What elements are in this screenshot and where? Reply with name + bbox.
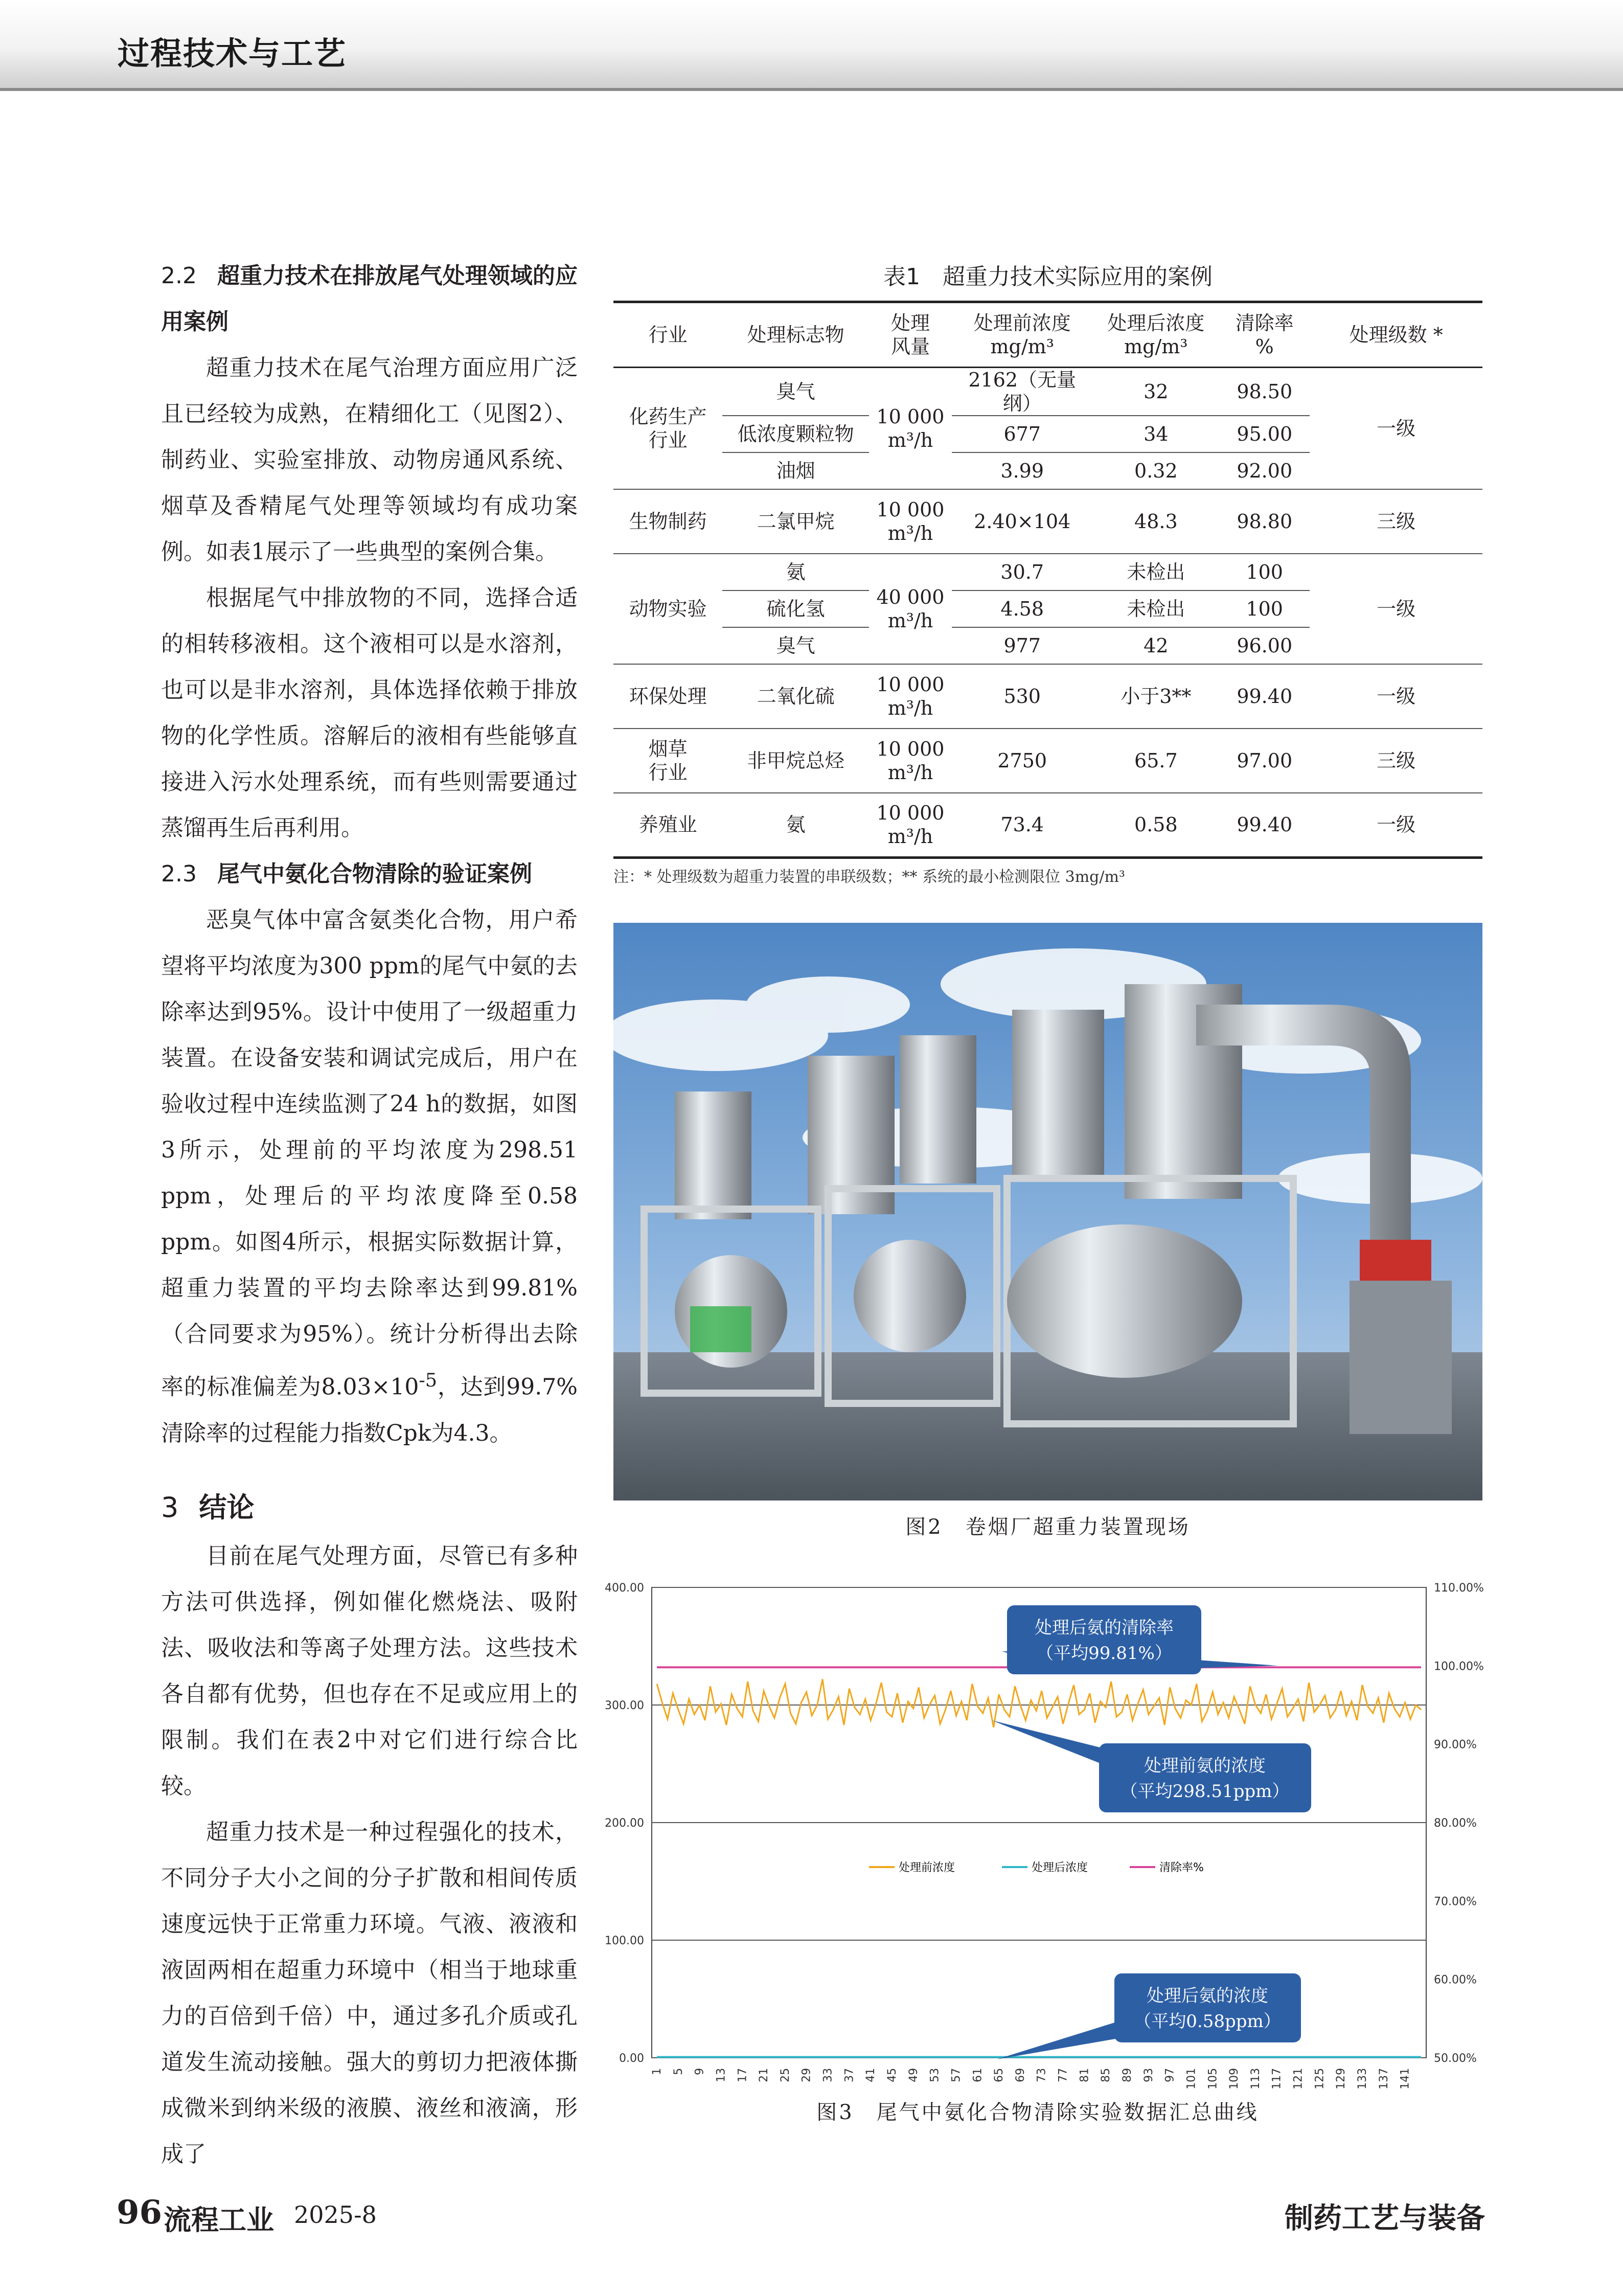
x-tick-label: 77 — [1057, 2068, 1070, 2082]
x-axis-ticks — [651, 2068, 1412, 2089]
cell-rate: 97.00 — [1219, 729, 1310, 793]
cell-marker: 油烟 — [722, 452, 869, 489]
cell-industry — [613, 368, 722, 490]
paragraph: 超重力技术是一种过程强化的技术，不同分子大小之间的分子扩散和相间传质速度远快于正常重力环境。气液、液液和液固两相在超重力环境中（相当于地球重力的百倍到千倍）中，通过多孔介质或孔道发生流动接触。强大的剪切力把液体撕成微米到纳米级的液膜、液丝和液滴，形成了 — [161, 1818, 578, 2167]
x-tick-label: 13 — [715, 2068, 728, 2082]
table-1 — [613, 301, 1482, 859]
cell-marker: 非甲烷总烃 — [722, 729, 869, 793]
page-number: 96 — [117, 2193, 163, 2232]
cell-rate: 95.00 — [1219, 416, 1310, 452]
cell-before: 2162（无量纲） — [952, 368, 1093, 416]
header-line: mg/m³ — [1124, 335, 1188, 358]
cell-after: 未检出 — [1093, 590, 1220, 627]
cell-before: 2.40×104 — [952, 489, 1093, 554]
x-tick-label: 41 — [864, 2068, 878, 2082]
table-caption: 表1 超重力技术实际应用的案例 — [883, 264, 1213, 290]
table-row — [613, 664, 1482, 729]
cell-line: m³/h — [887, 761, 933, 784]
cell-marker: 硫化氢 — [722, 590, 869, 627]
left-column — [161, 253, 578, 2177]
header-line: 风量 — [890, 335, 930, 358]
figure-3-caption: 图3 尾气中氨化合物清除实验数据汇总曲线 — [816, 2101, 1259, 2124]
cell-after: 48.3 — [1093, 489, 1220, 554]
cell-before: 4.58 — [952, 590, 1093, 627]
cell-line: m³/h — [887, 825, 933, 848]
section-2-3-heading — [161, 851, 578, 897]
cell-line: 40 000 — [876, 586, 945, 608]
x-tick-label: 81 — [1078, 2068, 1091, 2082]
header-line: mg/m³ — [990, 335, 1054, 358]
section-2-2-heading — [161, 253, 578, 345]
col-header-flow — [869, 302, 952, 368]
callout-text: 处理前氨的浓度 — [1144, 1756, 1266, 1776]
cell-industry: 养殖业 — [613, 793, 722, 857]
paragraph-text: 恶臭气体中富含氨类化合物，用户希望将平均浓度为300 ppm的尾气中氨的去除率达到95%。设计中使用了一级超重力装置。在设备安装和调试完成后，用户在验收过程中连续监测了24 h的数据，如图3所示，处理前的平均浓度为298.51 ppm，处理后的平均浓度降至0.58 ppm。如图4所示，根据实际数据计算，超重力装置的平均去除率达到99.81%（合同要求为95%）。统计分析得出去除率的标准偏差为8.03×10 — [161, 907, 578, 1400]
cell-marker: 低浓度颗粒物 — [722, 416, 869, 452]
col-header-marker: 处理标志物 — [722, 302, 869, 368]
header-band — [0, 0, 1623, 91]
header-line: 处理后浓度 — [1107, 312, 1205, 334]
section-title: 结论 — [199, 1491, 255, 1524]
cell-line: m³/h — [887, 697, 933, 719]
ammonia-chart — [603, 1575, 1484, 2091]
superscript: -5 — [419, 1369, 438, 1391]
table-row — [613, 368, 1482, 416]
x-tick-label: 9 — [693, 2068, 706, 2075]
cell-after: 0.58 — [1093, 793, 1220, 857]
x-tick-label: 21 — [758, 2068, 771, 2082]
legend-label-before: 处理前浓度 — [899, 1861, 955, 1874]
callout-text: （平均298.51ppm） — [1120, 1781, 1290, 1802]
left-tick-label: 200.00 — [605, 1817, 644, 1830]
cell-line: 10 000 — [876, 802, 945, 825]
cell-line: 10 000 — [876, 738, 945, 760]
section-title: 超重力技术在排放尾气处理领域的应用案例 — [161, 263, 578, 335]
callout-box — [1114, 1973, 1301, 2042]
cell-marker: 二氯甲烷 — [722, 489, 869, 554]
cell-flow — [869, 554, 952, 664]
cell-before: 73.4 — [952, 793, 1093, 857]
x-tick-label: 113 — [1249, 2068, 1262, 2089]
left-tick-label: 400.00 — [605, 1582, 644, 1595]
cell-stages: 三级 — [1310, 489, 1482, 554]
x-tick-label: 121 — [1292, 2068, 1305, 2089]
cell-line: 10 000 — [876, 673, 945, 696]
cell-marker: 氨 — [722, 793, 869, 857]
x-tick-label: 85 — [1100, 2068, 1113, 2082]
journal-name: 流程工业 — [164, 2203, 274, 2236]
cell-industry: 生物制药 — [613, 489, 722, 554]
col-header-industry: 行业 — [613, 302, 722, 368]
callout-pointer — [992, 1720, 1114, 1769]
section-number: 2.3 — [161, 861, 197, 887]
callout-text: （平均99.81%） — [1036, 1643, 1172, 1664]
left-tick-label: 100.00 — [605, 1935, 644, 1947]
x-tick-label: 109 — [1228, 2068, 1241, 2089]
left-tick-label: 0.00 — [619, 2052, 644, 2065]
cell-stages: 一级 — [1310, 664, 1482, 729]
cell-after: 未检出 — [1093, 554, 1220, 590]
figure-2-caption: 图2 卷烟厂超重力装置现场 — [905, 1515, 1191, 1539]
cell-before: 30.7 — [952, 554, 1093, 590]
right-tick-label: 110.00% — [1434, 1582, 1484, 1595]
x-tick-label: 45 — [886, 2068, 899, 2082]
cell-after: 小于3** — [1093, 664, 1220, 729]
cell-line: 10 000 — [876, 498, 945, 521]
x-tick-label: 89 — [1121, 2068, 1134, 2082]
col-header-before — [952, 302, 1093, 368]
cell-line: m³/h — [887, 429, 933, 451]
x-tick-label: 29 — [800, 2068, 813, 2082]
x-tick-label: 49 — [907, 2068, 920, 2082]
table-row — [613, 554, 1482, 590]
x-tick-label: 117 — [1270, 2068, 1284, 2089]
cell-rate: 96.00 — [1219, 627, 1310, 664]
cell-line: 化药生产 — [629, 405, 707, 428]
cell-flow — [869, 729, 952, 793]
cell-after: 34 — [1093, 416, 1220, 452]
cell-after: 32 — [1093, 368, 1220, 416]
x-tick-label: 37 — [843, 2068, 856, 2082]
x-tick-label: 25 — [779, 2068, 792, 2082]
cell-marker: 二氧化硫 — [722, 664, 869, 729]
table-header-row — [613, 302, 1482, 368]
callout-before — [992, 1720, 1311, 1812]
cell-line: 行业 — [648, 429, 688, 451]
right-axis-ticks — [1434, 1582, 1484, 2065]
callout-box — [1007, 1605, 1201, 1674]
cell-industry: 环保处理 — [613, 664, 722, 729]
x-tick-label: 141 — [1399, 2068, 1412, 2089]
cell-after: 65.7 — [1093, 729, 1220, 793]
right-tick-label: 100.00% — [1434, 1660, 1484, 1673]
cell-flow — [869, 368, 952, 490]
section-header-title: 过程技术与工艺 — [118, 35, 347, 72]
paragraph-text: ，达到99.7%清除率的过程能力指数Cpk为4.3。 — [161, 1374, 578, 1446]
plant-photo — [613, 923, 1482, 1501]
cell-line: 行业 — [648, 761, 688, 784]
cell-line: 烟草 — [648, 738, 688, 760]
left-axis-ticks — [605, 1582, 644, 2065]
header-line: 处理 — [890, 312, 930, 334]
callout-text: 处理后氨的清除率 — [1035, 1618, 1174, 1638]
cell-before: 530 — [952, 664, 1093, 729]
table-row — [613, 793, 1482, 857]
cell-rate: 92.00 — [1219, 452, 1310, 489]
x-tick-label: 129 — [1335, 2068, 1348, 2089]
x-tick-label: 53 — [928, 2068, 942, 2082]
x-tick-label: 125 — [1313, 2068, 1327, 2089]
x-tick-label: 61 — [971, 2068, 985, 2082]
cell-before: 977 — [952, 627, 1093, 664]
header-line: % — [1255, 335, 1274, 358]
right-tick-label: 50.00% — [1434, 2052, 1477, 2065]
cases-table — [613, 301, 1482, 859]
green-panel — [690, 1306, 751, 1352]
section-3-heading — [161, 1482, 578, 1533]
col-header-rate — [1219, 302, 1310, 368]
header-line: 清除率 — [1235, 312, 1294, 334]
left-tick-label: 300.00 — [605, 1699, 644, 1712]
x-tick-label: 101 — [1185, 2068, 1198, 2089]
cell-stages: 一级 — [1310, 554, 1482, 664]
x-tick-label: 1 — [651, 2068, 664, 2075]
section-title: 尾气中氨化合物清除的验证案例 — [217, 861, 532, 887]
callout-box — [1099, 1743, 1311, 1812]
x-tick-label: 33 — [821, 2068, 835, 2082]
x-tick-label: 69 — [1014, 2068, 1027, 2082]
paragraph: 根据尾气中排放物的不同，选择合适的相转移液相。这个液相可以是水溶剂，也可以是非水溶剂，具体选择依赖于排放物的化学性质。溶解后的液相有些能够直接进入污水处理系统，而有些则需要通过蒸馏再生后再利用。 — [161, 585, 578, 841]
x-tick-label: 73 — [1035, 2068, 1048, 2082]
cell-stages: 一级 — [1310, 368, 1482, 490]
callout-pointer — [997, 2019, 1125, 2059]
cell-flow — [869, 664, 952, 729]
cell-industry — [613, 729, 722, 793]
cell-rate: 100 — [1219, 554, 1310, 590]
x-tick-label: 57 — [950, 2068, 963, 2082]
cell-marker: 氨 — [722, 554, 869, 590]
cell-before: 677 — [952, 416, 1093, 452]
callout-rate — [1002, 1605, 1278, 1674]
col-header-stages: 处理级数 * — [1310, 302, 1482, 368]
cell-industry: 动物实验 — [613, 554, 722, 664]
right-tick-label: 80.00% — [1434, 1817, 1477, 1830]
x-tick-label: 105 — [1206, 2068, 1220, 2089]
x-tick-label: 133 — [1356, 2068, 1369, 2089]
legend — [869, 1861, 1204, 1874]
paragraph: 超重力技术在尾气治理方面应用广泛且已经较为成熟，在精细化工（见图2）、制药业、实验室排放、动物房通风系统、烟草及香精尾气处理等领域均有成功案例。如表1展示了一些典型的案例合集。 — [161, 355, 578, 565]
cell-rate: 98.80 — [1219, 489, 1310, 554]
x-tick-label: 137 — [1377, 2068, 1390, 2089]
cell-line: m³/h — [887, 522, 933, 544]
cell-rate: 99.40 — [1219, 664, 1310, 729]
table-note: 注：* 处理级数为超重力装置的串联级数；** 系统的最小检测限位 3mg/m³ — [613, 868, 1125, 886]
callout-after — [997, 1973, 1301, 2059]
x-tick-label: 5 — [672, 2068, 685, 2075]
journal-issue: 2025-8 — [294, 2201, 377, 2229]
cell-rate: 99.40 — [1219, 793, 1310, 857]
x-tick-label: 97 — [1163, 2068, 1177, 2082]
cell-rate: 98.50 — [1219, 368, 1310, 416]
cell-after: 42 — [1093, 627, 1220, 664]
cell-after: 0.32 — [1093, 452, 1220, 489]
cell-line: 10 000 — [876, 405, 945, 428]
cell-before: 2750 — [952, 729, 1093, 793]
table-row — [613, 489, 1482, 554]
header-line: 处理前浓度 — [973, 312, 1071, 334]
cell-before: 3.99 — [952, 452, 1093, 489]
section-number: 2.2 — [161, 263, 197, 289]
right-tick-label: 70.00% — [1434, 1895, 1477, 1908]
cell-marker: 臭气 — [722, 627, 869, 664]
series-before-line — [657, 1679, 1421, 1727]
right-tick-label: 90.00% — [1434, 1738, 1477, 1752]
paragraph — [161, 897, 578, 1457]
footer-section-title: 制药工艺与装备 — [1285, 2201, 1485, 2235]
callout-text: （平均0.58ppm） — [1134, 2011, 1281, 2032]
cell-line: m³/h — [887, 609, 933, 632]
cell-flow — [869, 489, 952, 554]
x-tick-label: 17 — [736, 2068, 749, 2082]
cell-marker: 臭气 — [722, 368, 869, 416]
table-row — [613, 729, 1482, 793]
x-tick-label: 93 — [1142, 2068, 1155, 2082]
cell-flow — [869, 793, 952, 857]
paragraph: 目前在尾气处理方面，尽管已有多种方法可供选择，例如催化燃烧法、吸附法、吸收法和等离子处理方法。这些技术各自都有优势，但也存在不足或应用上的限制。我们在表2中对它们进行综合比较。 — [161, 1542, 578, 1799]
right-tick-label: 60.00% — [1434, 1973, 1477, 1987]
col-header-after — [1093, 302, 1220, 368]
legend-label-rate: 清除率% — [1159, 1861, 1204, 1874]
cell-rate: 100 — [1219, 590, 1310, 627]
section-number: 3 — [161, 1491, 179, 1524]
callout-text: 处理后氨的浓度 — [1147, 1986, 1268, 2006]
cell-stages: 三级 — [1310, 729, 1482, 793]
cell-stages: 一级 — [1310, 793, 1482, 857]
legend-label-after: 处理后浓度 — [1032, 1861, 1088, 1874]
x-tick-label: 65 — [993, 2068, 1006, 2082]
